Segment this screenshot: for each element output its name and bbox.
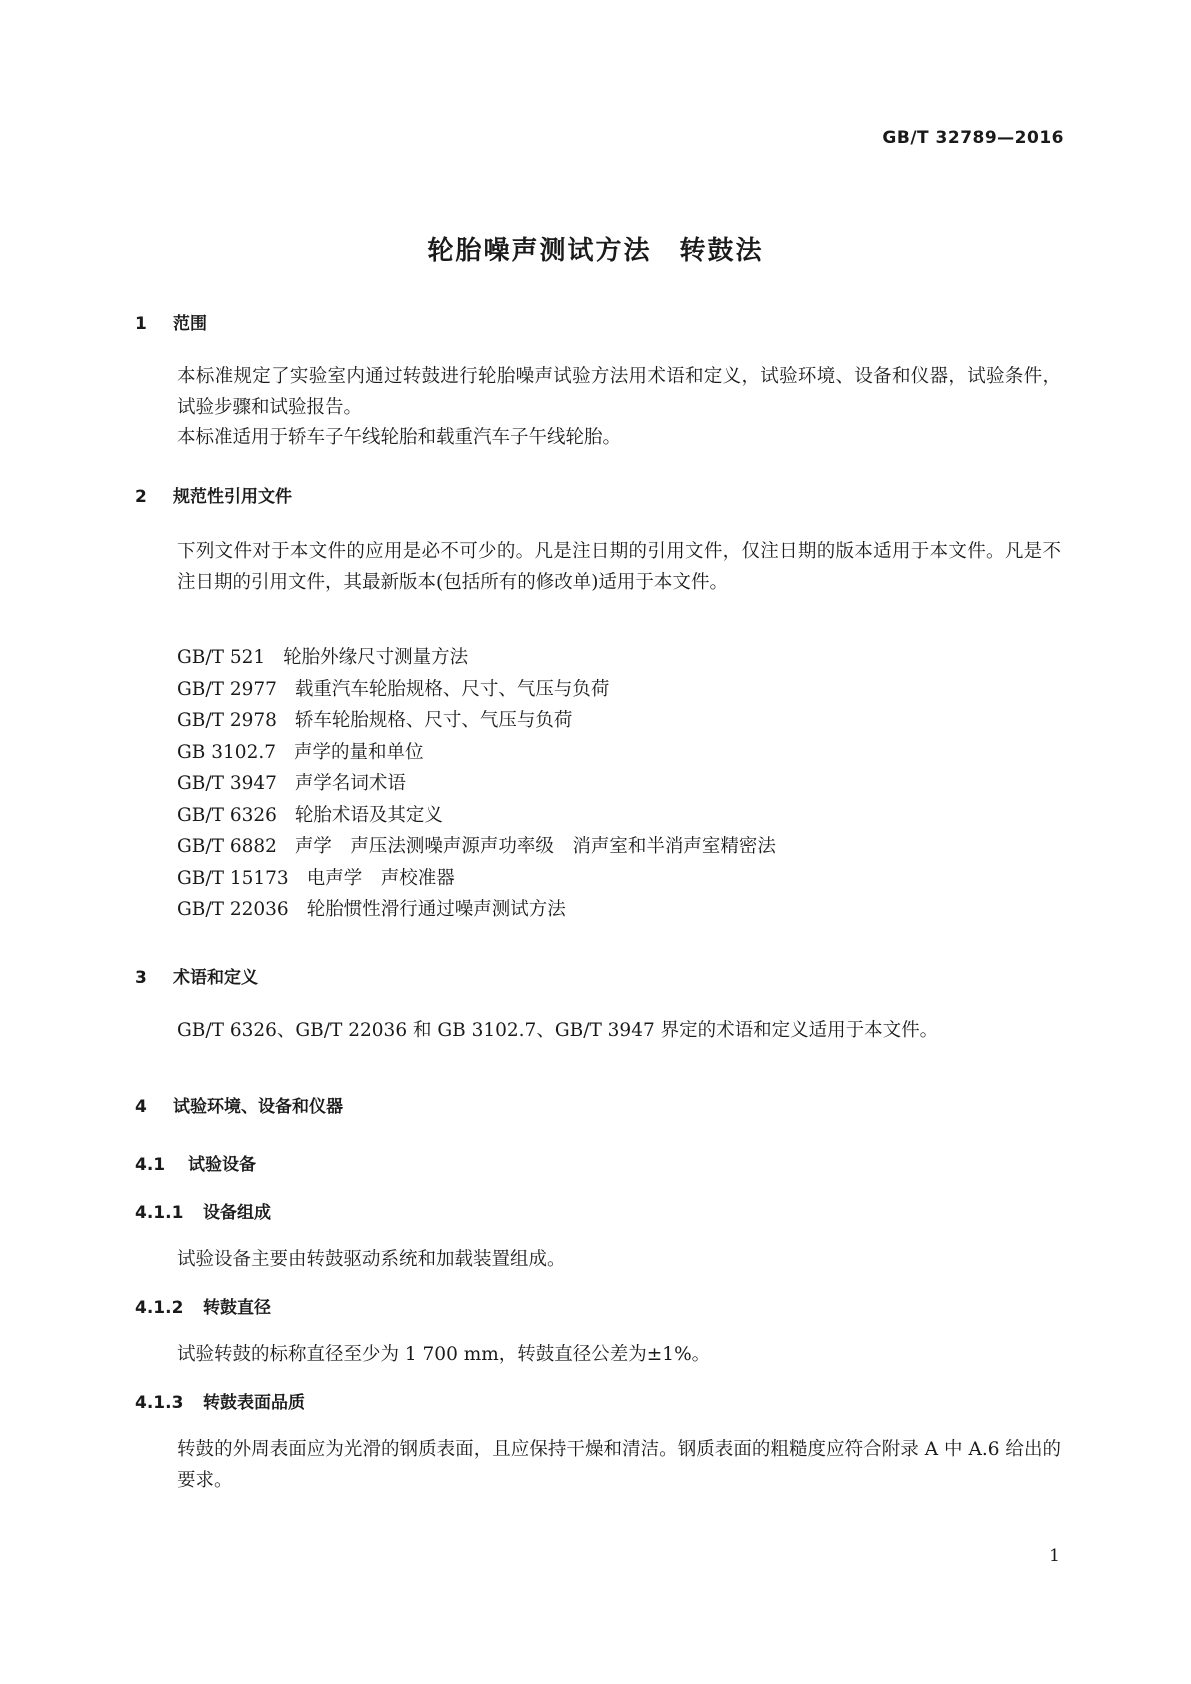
reference-code: GB/T 6326 [177,804,277,826]
section-1-paragraph-1 [135,361,1061,423]
section-4-1-1-paragraph [135,1244,1061,1275]
reference-item [177,800,776,832]
reference-code: GB 3102.7 [177,741,276,763]
reference-code: GB/T 15173 [177,867,289,889]
reference-title: 载重汽车轮胎规格、尺寸、气压与负荷 [294,678,610,700]
section-title: 设备组成 [203,1203,271,1223]
section-title: 试验环境、设备和仪器 [173,1097,343,1117]
standard-code: GB/T 32789—2016 [882,128,1064,148]
reference-item [177,674,776,706]
section-4-1-2-paragraph [135,1339,1061,1370]
section-4-1-3-heading [135,1388,305,1413]
normative-references-list [177,642,776,926]
reference-code: GB/T 22036 [177,899,289,920]
section-number: 4.1.3 [135,1393,184,1413]
section-number: 4.1.2 [135,1298,184,1318]
paragraph-text: 转鼓的外周表面应为光滑的钢质表面，且应保持干燥和清洁。钢质表面的粗糙度应符合附录 A 中 A.6 给出的要求。 [177,1439,1061,1491]
section-1-heading [135,309,207,334]
reference-item [177,894,776,926]
section-1-paragraph-2 [135,422,1061,453]
section-number: 2 [135,487,147,507]
section-number: 3 [135,968,147,988]
section-4-1-3-paragraph [135,1434,1061,1496]
reference-title: 轮胎外缘尺寸测量方法 [283,647,469,668]
paragraph-text: 本标准规定了实验室内通过转鼓进行轮胎噪声试验方法用术语和定义，试验环境、设备和仪器，试验条件，试验步骤和试验报告。 [177,366,1061,418]
paragraph-text: GB/T 6326、GB/T 22036 和 GB 3102.7、GB/T 3947 界定的术语和定义适用于本文件。 [177,1020,939,1041]
reference-title: 轮胎术语及其定义 [294,804,443,826]
section-number: 4.1.1 [135,1203,184,1223]
paragraph-text: 试验设备主要由转鼓驱动系统和加载装置组成。 [177,1249,566,1270]
section-2-heading [135,482,292,507]
section-number: 4 [135,1097,147,1117]
page-number: 1 [1049,1546,1060,1566]
section-2-intro [135,536,1061,598]
reference-code: GB/T 6882 [177,836,277,857]
reference-code: GB/T 2977 [177,678,277,700]
section-number: 4.1 [135,1155,166,1175]
reference-title: 声学的量和单位 [294,741,424,763]
reference-code: GB/T 521 [177,647,266,668]
reference-title: 轿车轮胎规格、尺寸、气压与负荷 [294,710,573,731]
section-4-heading [135,1092,343,1117]
section-4-1-2-heading [135,1293,271,1318]
section-title: 试验设备 [188,1155,256,1175]
reference-code: GB/T 3947 [177,773,277,794]
section-number: 1 [135,314,147,334]
section-3-paragraph [135,1015,1061,1046]
reference-title: 声学名词术语 [294,773,406,794]
section-title: 范围 [173,314,207,334]
paragraph-text: 本标准适用于轿车子午线轮胎和载重汽车子午线轮胎。 [177,427,622,448]
reference-item [177,863,776,895]
reference-item [177,768,776,800]
section-title: 转鼓表面品质 [203,1393,305,1413]
reference-item [177,705,776,737]
reference-title: 轮胎惯性滑行通过噪声测试方法 [306,899,566,920]
section-4-1-1-heading [135,1198,271,1223]
section-4-1-heading [135,1150,256,1175]
reference-item [177,831,776,863]
section-title: 转鼓直径 [203,1298,271,1318]
reference-item [177,642,776,674]
reference-item [177,737,776,769]
section-title: 规范性引用文件 [173,487,292,507]
section-title: 术语和定义 [173,968,258,988]
paragraph-text: 下列文件对于本文件的应用是必不可少的。凡是注日期的引用文件，仅注日期的版本适用于本文件。凡是不注日期的引用文件，其最新版本(包括所有的修改单)适用于本文件。 [177,541,1061,593]
section-3-heading [135,963,258,988]
reference-title: 电声学 声校准器 [306,867,455,889]
reference-code: GB/T 2978 [177,710,277,731]
document-title: 轮胎噪声测试方法 转鼓法 [427,236,764,266]
reference-title: 声学 声压法测噪声源声功率级 消声室和半消声室精密法 [294,836,776,857]
paragraph-text: 试验转鼓的标称直径至少为 1 700 mm，转鼓直径公差为±1%。 [177,1344,711,1365]
